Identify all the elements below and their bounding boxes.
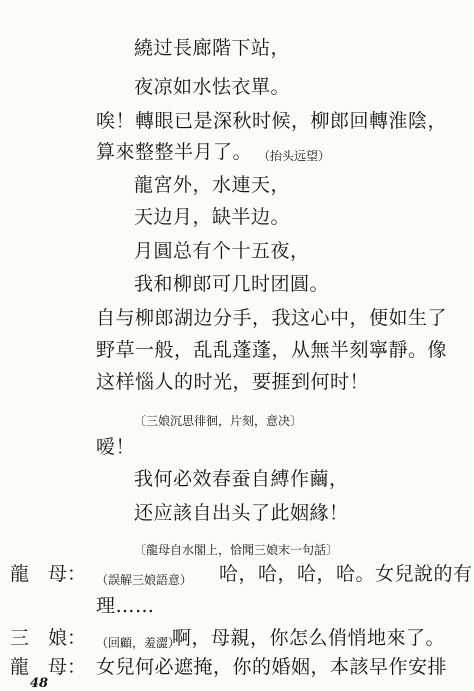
dialogue-mother-2: 女兒何必遮掩，你的婚姻，本該早作安排 [96, 656, 448, 678]
stage-direction-mother-enters: 〔龍母自水閣上，恰聞三娘末一句話〕 [134, 543, 339, 557]
lyric-line-1: 繞过長廊階下站， [134, 37, 291, 59]
lyric-line-3: 龍宮外，水連天， [134, 174, 291, 196]
dialogue-mother-1: 哈，哈，哈，哈。女兒說的有 [219, 563, 473, 585]
lyric-line-7: 我何必效春蚕自縛作繭， [134, 468, 349, 490]
speaker-third-lady-b: 娘： [48, 627, 87, 649]
lyric-line-2: 夜凉如水怯衣單。 [134, 76, 291, 98]
dialogue-third-lady: 啊，母親，你怎么俏悄地來了。 [172, 627, 446, 649]
dialogue-line-3: 自与柳郎湖边分手，我这心中，便如生了 [96, 307, 448, 329]
lyric-line-8: 还应該自出头了此姻緣！ [134, 502, 349, 524]
stage-direction-ponder: 〔三娘沉思徘徊，片刻，意决〕 [134, 414, 303, 428]
lyric-line-5: 月圓总有个十五夜， [134, 240, 310, 262]
lyric-line-4: 天边月，缺半边。 [134, 206, 291, 228]
dialogue-mother-1-cont: 理…… [96, 595, 155, 617]
speaker-third-lady-a: 三 [10, 627, 30, 649]
speaker-dragon-mother-1b: 母： [48, 563, 87, 585]
stage-direction-misunderstand: （誤解三娘語意） [96, 573, 193, 587]
speaker-dragon-mother-1a: 龍 [10, 563, 30, 585]
dialogue-line-5: 这样惱人的时光，要捱到何时！ [96, 371, 370, 393]
stage-direction-look-up: （抬头远望） [258, 149, 331, 163]
interjection-sigh: 嗳！ [96, 436, 136, 458]
page-number: 48 [30, 676, 49, 691]
stage-direction-turn-shy: （回顧，羞澀） [96, 636, 181, 650]
lyric-line-6: 我和柳郎可几时团圓。 [134, 273, 330, 295]
speaker-dragon-mother-2b: 母： [48, 656, 87, 678]
dialogue-line-1: 唉！轉眼已是深秋时候，柳郎回轉淮陰， [96, 110, 448, 132]
speaker-dragon-mother-2a: 龍 [10, 656, 30, 678]
dialogue-line-4: 野草一般，乱乱蓬蓬，从無半刻寧靜。像 [96, 339, 448, 361]
dialogue-line-2: 算來整整半月了。 [96, 141, 253, 163]
